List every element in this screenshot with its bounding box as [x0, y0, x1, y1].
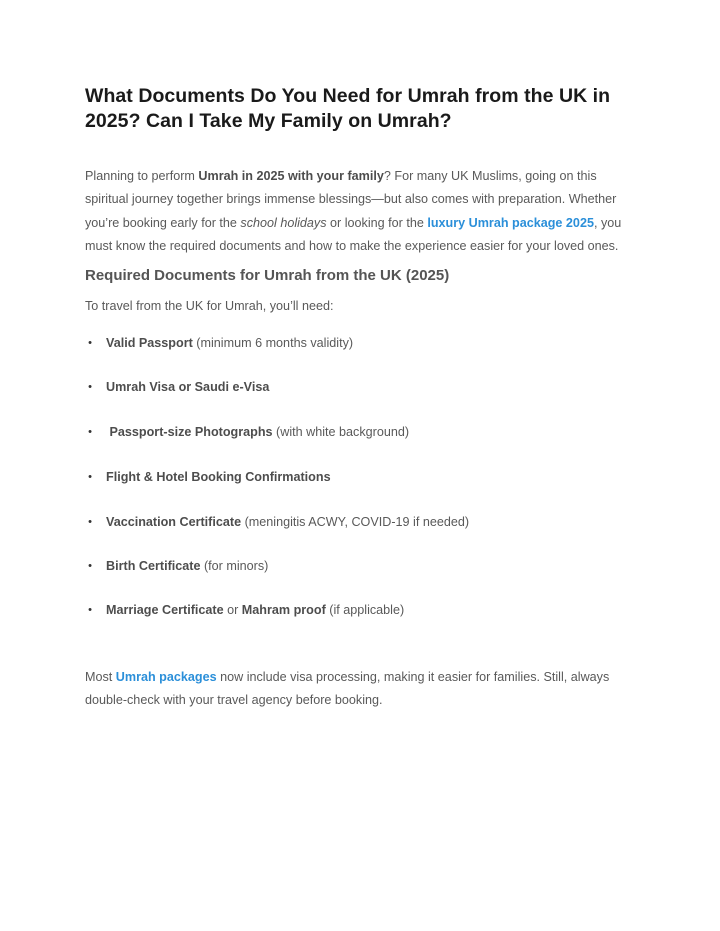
section-heading-required-documents: Required Documents for Umrah from the UK (2025) [85, 267, 450, 285]
list-item-photographs [88, 423, 410, 441]
list-item-bold: Birth Certificate [106, 559, 201, 573]
list-item-bold: Umrah Visa or Saudi e-Visa [106, 380, 270, 394]
list-item-flight-hotel [88, 468, 331, 486]
list-item-vaccination [88, 513, 470, 531]
intro-text-3: or looking for the [326, 215, 428, 230]
bullet-icon: • [88, 381, 92, 393]
list-item-marriage-certificate [88, 601, 405, 619]
intro-text-4: , you must know the required documents and how to make the experience easier for your loved ones. [85, 215, 622, 253]
list-item-bold: Vaccination Certificate [106, 515, 242, 529]
list-item-detail: or [223, 603, 242, 617]
list-item-detail-2: (if applicable) [325, 603, 405, 617]
umrah-packages-link[interactable]: Umrah packages [115, 670, 217, 684]
documents-lead-text: To travel from the UK for Umrah, you’ll need: [85, 299, 334, 314]
bullet-icon: • [88, 560, 92, 572]
closing-text-2: now include visa processing, making it easier for families. Still, always double-check with your travel agency before booking. [85, 670, 610, 708]
bullet-icon: • [88, 471, 92, 483]
bullet-icon: • [88, 516, 92, 528]
list-item-visa [88, 378, 270, 396]
intro-text-2: ? For many UK Muslims, going on this spiritual journey together brings immense blessings—but also comes with preparation. Whether you’re booking early for the [85, 169, 617, 230]
list-item-detail: (for minors) [200, 559, 269, 573]
list-item-bold-mahram: Mahram proof [241, 603, 326, 617]
closing-paragraph [85, 666, 640, 713]
intro-text-1: Planning to perform [85, 169, 199, 183]
bullet-icon: • [88, 604, 92, 616]
document-page [85, 84, 640, 708]
list-item-bold: Flight & Hotel Booking Confirmations [106, 470, 331, 484]
page-title: What Documents Do You Need for Umrah from the UK in 2025? Can I Take My Family on Umrah? [85, 85, 611, 132]
list-item-passport [88, 334, 354, 352]
intro-bold-umrah-family: Umrah in 2025 with your family [198, 169, 384, 183]
list-item-detail: (with white background) [272, 425, 410, 439]
bullet-icon: • [88, 337, 92, 349]
luxury-umrah-package-link[interactable]: luxury Umrah package 2025 [427, 215, 594, 230]
list-item-birth-certificate [88, 557, 269, 575]
list-item-detail: (meningitis ACWY, COVID-19 if needed) [241, 515, 470, 529]
list-item-bold: Passport-size Photographs [106, 425, 273, 439]
intro-paragraph [85, 165, 640, 258]
closing-text-1: Most [85, 670, 116, 684]
list-item-bold: Valid Passport [106, 336, 193, 350]
list-item-bold: Marriage Certificate [106, 603, 224, 617]
intro-italic-school-holidays: school holidays [240, 215, 327, 230]
list-item-detail: (minimum 6 months validity) [192, 336, 354, 350]
bullet-icon: • [88, 426, 92, 438]
